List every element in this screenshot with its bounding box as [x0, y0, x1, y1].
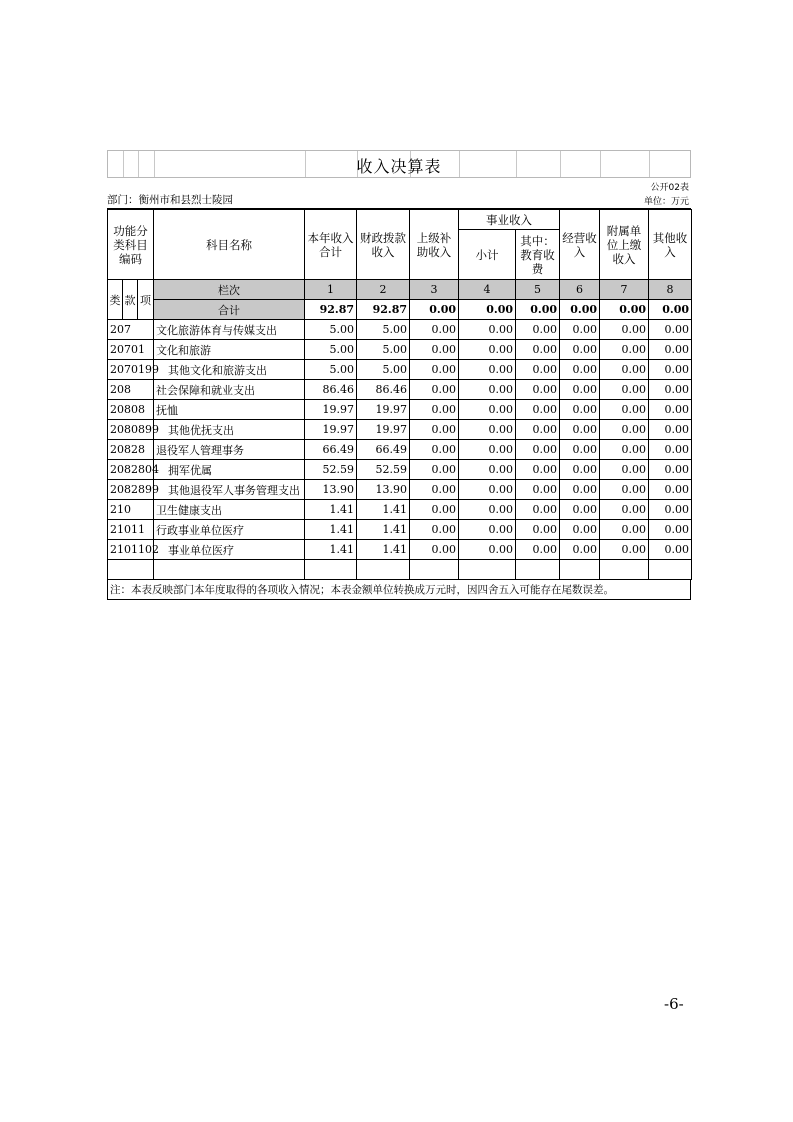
row-value: 0.00	[459, 440, 516, 460]
row-code: 21011	[108, 520, 154, 540]
row-subject-name: 卫生健康支出	[154, 500, 305, 520]
superior-subsidy-header: 上级补助收入	[410, 210, 459, 280]
row-value: 0.00	[560, 400, 600, 420]
table-row	[108, 380, 692, 400]
operating-header: 经营收入	[560, 210, 600, 280]
table-row	[108, 340, 692, 360]
row-value: 0.00	[410, 420, 459, 440]
form-number: 公开02表	[650, 183, 689, 193]
row-value: 0.00	[560, 520, 600, 540]
total-value: 0.00	[649, 300, 692, 320]
row-value: 0.00	[649, 400, 692, 420]
row-value: 0.00	[516, 420, 560, 440]
total-value: 0.00	[560, 300, 600, 320]
row-value: 66.49	[305, 440, 357, 460]
table-row	[108, 500, 692, 520]
row-value: 0.00	[410, 360, 459, 380]
row-value: 0.00	[459, 320, 516, 340]
title-bar	[107, 150, 691, 178]
edu-fee-header: 其中：教育收费	[516, 230, 560, 280]
header-row-1	[108, 210, 692, 230]
row-code: 207	[108, 320, 154, 340]
row-value: 13.90	[305, 480, 357, 500]
row-value: 0.00	[516, 480, 560, 500]
row-value: 5.00	[305, 320, 357, 340]
func-code-header: 功能分类科目编码	[108, 210, 154, 280]
row-value: 19.97	[305, 420, 357, 440]
table-row	[108, 420, 692, 440]
row-value: 0.00	[560, 360, 600, 380]
unit-label: 单位：万元	[643, 197, 689, 207]
row-value: 19.97	[357, 400, 410, 420]
form-number-row	[107, 178, 691, 193]
row-value: 0.00	[459, 480, 516, 500]
col-number: 5	[516, 280, 560, 300]
total-value: 92.87	[357, 300, 410, 320]
row-value: 0.00	[600, 500, 649, 520]
row-value: 0.00	[600, 480, 649, 500]
empty-cell	[154, 560, 305, 580]
row-value: 0.00	[410, 480, 459, 500]
empty-cell	[108, 560, 154, 580]
row-value: 1.41	[357, 540, 410, 560]
total-value: 0.00	[410, 300, 459, 320]
col-number: 4	[459, 280, 516, 300]
row-value: 1.41	[305, 520, 357, 540]
row-value: 0.00	[516, 360, 560, 380]
row-value: 0.00	[649, 320, 692, 340]
row-subject-name: 其他文化和旅游支出	[154, 360, 305, 380]
row-value: 52.59	[357, 460, 410, 480]
row-value: 0.00	[560, 460, 600, 480]
department-label: 部门：衡州市和县烈士陵园	[107, 194, 233, 206]
row-code: 20701	[108, 340, 154, 360]
row-value: 0.00	[560, 440, 600, 460]
row-value: 86.46	[357, 380, 410, 400]
row-value: 0.00	[600, 440, 649, 460]
row-value: 0.00	[649, 500, 692, 520]
total-value: 0.00	[459, 300, 516, 320]
row-value: 0.00	[459, 360, 516, 380]
row-value: 5.00	[357, 340, 410, 360]
lanci-label: 栏次	[154, 280, 305, 300]
row-value: 0.00	[649, 440, 692, 460]
row-value: 0.00	[410, 540, 459, 560]
table-row	[108, 460, 692, 480]
row-value: 19.97	[357, 420, 410, 440]
row-value: 0.00	[459, 460, 516, 480]
row-value: 0.00	[649, 360, 692, 380]
row-value: 0.00	[459, 400, 516, 420]
income-statement-sheet	[107, 150, 691, 600]
total-value: 92.87	[305, 300, 357, 320]
row-value: 0.00	[516, 500, 560, 520]
subtotal-header: 小计	[459, 230, 516, 280]
business-income-header: 事业收入	[459, 210, 560, 230]
row-value: 0.00	[649, 460, 692, 480]
row-value: 0.00	[410, 440, 459, 460]
empty-cell	[600, 560, 649, 580]
row-value: 0.00	[600, 380, 649, 400]
empty-cell	[516, 560, 560, 580]
row-subject-name: 其他优抚支出	[154, 420, 305, 440]
row-value: 0.00	[560, 320, 600, 340]
row-value: 0.00	[560, 380, 600, 400]
empty-cell	[357, 560, 410, 580]
row-value: 0.00	[410, 500, 459, 520]
row-subject-name: 文化旅游体育与传媒支出	[154, 320, 305, 340]
row-value: 0.00	[410, 520, 459, 540]
table-row	[108, 360, 692, 380]
row-value: 0.00	[560, 340, 600, 360]
table-row	[108, 400, 692, 420]
row-subject-name: 退役军人管理事务	[154, 440, 305, 460]
table-row	[108, 520, 692, 540]
row-value: 5.00	[305, 360, 357, 380]
row-value: 0.00	[516, 400, 560, 420]
row-code: 208	[108, 380, 154, 400]
row-value: 0.00	[459, 340, 516, 360]
row-value: 0.00	[600, 540, 649, 560]
row-value: 1.41	[357, 520, 410, 540]
table-row	[108, 440, 692, 460]
row-subject-name: 拥军优属	[154, 460, 305, 480]
row-code: 2101102	[108, 540, 154, 560]
income-table	[107, 209, 692, 580]
empty-cell	[459, 560, 516, 580]
row-value: 0.00	[410, 400, 459, 420]
row-value: 86.46	[305, 380, 357, 400]
row-value: 0.00	[560, 540, 600, 560]
page-title: 收入决算表	[356, 157, 442, 176]
row-subject-name: 社会保障和就业支出	[154, 380, 305, 400]
empty-cell	[649, 560, 692, 580]
kuan-header: 款	[123, 280, 138, 320]
row-value: 0.00	[600, 420, 649, 440]
total-value: 0.00	[600, 300, 649, 320]
row-code: 2070199	[108, 360, 154, 380]
total-label: 合计	[154, 300, 305, 320]
row-value: 0.00	[600, 520, 649, 540]
row-code: 2082899	[108, 480, 154, 500]
row-value: 0.00	[516, 380, 560, 400]
row-value: 0.00	[649, 480, 692, 500]
col-number: 6	[560, 280, 600, 300]
row-value: 52.59	[305, 460, 357, 480]
row-value: 0.00	[600, 360, 649, 380]
row-value: 0.00	[649, 540, 692, 560]
col-number: 7	[600, 280, 649, 300]
affiliated-header: 附属单位上缴收入	[600, 210, 649, 280]
row-value: 1.41	[305, 500, 357, 520]
column-number-row	[108, 280, 692, 300]
row-value: 0.00	[560, 480, 600, 500]
empty-row	[108, 560, 692, 580]
row-value: 13.90	[357, 480, 410, 500]
row-value: 0.00	[560, 420, 600, 440]
other-income-header: 其他收入	[649, 210, 692, 280]
table-row	[108, 480, 692, 500]
row-code: 20828	[108, 440, 154, 460]
row-value: 66.49	[357, 440, 410, 460]
row-value: 0.00	[410, 380, 459, 400]
row-value: 0.00	[516, 320, 560, 340]
subject-name-header: 科目名称	[154, 210, 305, 280]
row-value: 0.00	[516, 460, 560, 480]
row-code: 2080899	[108, 420, 154, 440]
empty-cell	[305, 560, 357, 580]
col-number: 8	[649, 280, 692, 300]
row-subject-name: 抚恤	[154, 400, 305, 420]
total-row	[108, 300, 692, 320]
row-value: 0.00	[649, 380, 692, 400]
row-value: 0.00	[516, 440, 560, 460]
row-value: 0.00	[649, 520, 692, 540]
row-value: 0.00	[459, 420, 516, 440]
row-subject-name: 其他退役军人事务管理支出	[154, 480, 305, 500]
table-row	[108, 320, 692, 340]
row-value: 5.00	[305, 340, 357, 360]
col-number: 1	[305, 280, 357, 300]
fiscal-header: 财政拨款收入	[357, 210, 410, 280]
row-code: 210	[108, 500, 154, 520]
row-value: 0.00	[600, 400, 649, 420]
row-value: 1.41	[357, 500, 410, 520]
row-value: 5.00	[357, 320, 410, 340]
empty-cell	[410, 560, 459, 580]
row-value: 0.00	[600, 460, 649, 480]
row-value: 0.00	[516, 520, 560, 540]
empty-cell	[560, 560, 600, 580]
page-number: -6-	[664, 995, 684, 1013]
col-number: 2	[357, 280, 410, 300]
row-value: 0.00	[410, 320, 459, 340]
row-value: 0.00	[560, 500, 600, 520]
row-value: 0.00	[459, 380, 516, 400]
row-code: 20808	[108, 400, 154, 420]
table-note: 注：本表反映部门本年度取得的各项收入情况；本表金额单位转换成万元时，因四舍五入可能存在尾数误差。	[107, 580, 691, 600]
row-subject-name: 事业单位医疗	[154, 540, 305, 560]
total-value: 0.00	[516, 300, 560, 320]
row-value: 5.00	[357, 360, 410, 380]
total-income-header: 本年收入合计	[305, 210, 357, 280]
lei-header: 类	[108, 280, 123, 320]
row-code: 2082804	[108, 460, 154, 480]
row-value: 0.00	[410, 340, 459, 360]
row-value: 0.00	[600, 340, 649, 360]
row-value: 0.00	[649, 420, 692, 440]
xiang-header: 项	[138, 280, 154, 320]
table-row	[108, 540, 692, 560]
row-value: 0.00	[649, 340, 692, 360]
row-value: 0.00	[600, 320, 649, 340]
row-subject-name: 文化和旅游	[154, 340, 305, 360]
row-value: 0.00	[516, 340, 560, 360]
row-value: 0.00	[459, 540, 516, 560]
row-value: 0.00	[459, 500, 516, 520]
row-value: 0.00	[459, 520, 516, 540]
row-value: 19.97	[305, 400, 357, 420]
row-value: 0.00	[516, 540, 560, 560]
row-subject-name: 行政事业单位医疗	[154, 520, 305, 540]
department-row	[107, 193, 691, 209]
row-value: 0.00	[410, 460, 459, 480]
row-value: 1.41	[305, 540, 357, 560]
col-number: 3	[410, 280, 459, 300]
